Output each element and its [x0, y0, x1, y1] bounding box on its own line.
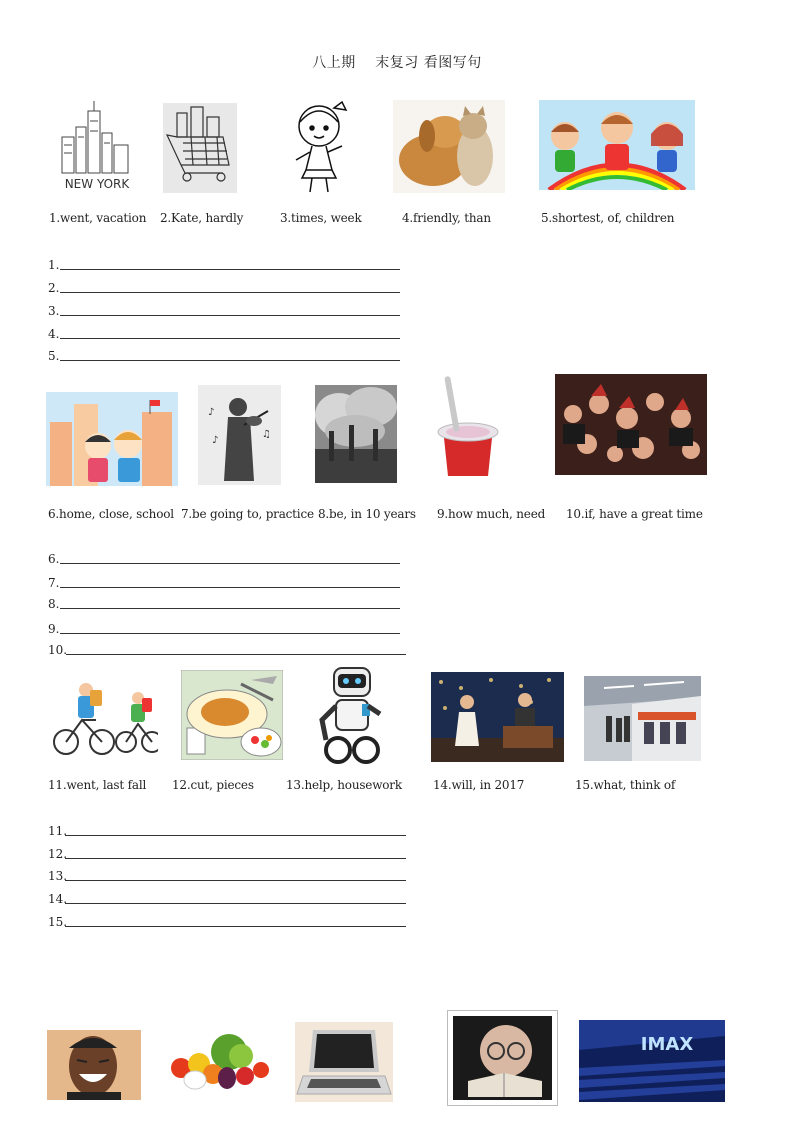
answer-line-2[interactable]: 2.: [48, 279, 400, 295]
talk-show-photo: [431, 672, 564, 762]
answer-line-14[interactable]: 14.: [48, 890, 406, 906]
smoke-factory-photo: [315, 385, 397, 483]
laptop-icon: [295, 1022, 393, 1102]
caption-6: 6.home, close, school: [48, 507, 174, 521]
caption-3: 3.times, week: [280, 211, 362, 225]
imax-theater-photo: [579, 1020, 725, 1102]
caption-10: 10.if, have a great time: [566, 507, 703, 521]
svg-text:♪: ♪: [208, 407, 215, 418]
caption-9: 9.how much, need: [437, 507, 546, 521]
yogurt-cup-icon: [432, 374, 504, 484]
girl-drawing-icon: [286, 98, 352, 196]
answer-line-12[interactable]: 12.: [48, 845, 406, 861]
caption-14: 14.will, in 2017: [433, 778, 525, 792]
robot-icon: [316, 664, 388, 766]
caption-1: 1.went, vacation: [49, 211, 147, 225]
answer-line-8[interactable]: 8.: [48, 595, 400, 611]
caption-2: 2.Kate, hardly: [160, 211, 244, 225]
svg-text:♫: ♫: [262, 429, 271, 440]
party-crowd-photo: [555, 374, 707, 475]
baby-reading-photo: [447, 1010, 558, 1106]
page-title: 八上期 末复习 看图写句: [312, 55, 482, 71]
shopping-cart-icon: [163, 103, 237, 193]
laughing-man-photo: [47, 1030, 141, 1100]
cut-chicken-icon: [181, 670, 283, 760]
violin-player-icon: [198, 385, 281, 485]
answer-line-5[interactable]: 5.: [48, 347, 400, 363]
dog-and-cat-photo: [393, 100, 505, 193]
caption-15: 15.what, think of: [575, 778, 676, 792]
vegetables-icon: [167, 1030, 270, 1092]
caption-5: 5.shortest, of, children: [541, 211, 675, 225]
kids-walking-icon: [46, 392, 178, 486]
caption-8: 8.be, in 10 years: [318, 507, 416, 521]
answer-line-11[interactable]: 11.: [48, 822, 406, 838]
caption-11: 11.went, last fall: [48, 778, 147, 792]
svg-text:NEW YORK: NEW YORK: [64, 177, 130, 191]
answer-line-15[interactable]: 15.: [48, 913, 406, 929]
svg-text:♪: ♪: [212, 435, 219, 446]
caption-7: 7.be going to, practice: [181, 507, 314, 521]
newyork-skyline-icon: [56, 97, 138, 193]
answer-line-4[interactable]: 4.: [48, 325, 400, 341]
answer-line-6[interactable]: 6.: [48, 550, 400, 566]
answer-line-3[interactable]: 3.: [48, 302, 400, 318]
subway-station-photo: [584, 676, 701, 761]
caption-4: 4.friendly, than: [402, 211, 491, 225]
answer-line-1[interactable]: 1.: [48, 256, 400, 272]
caption-13: 13.help, housework: [286, 778, 402, 792]
answer-line-10[interactable]: 10.: [48, 641, 406, 657]
caption-12: 12.cut, pieces: [172, 778, 254, 792]
cyclists-icon: [52, 676, 158, 758]
children-rainbow-icon: [539, 100, 695, 190]
svg-text:IMAX: IMAX: [640, 1034, 694, 1055]
answer-line-7[interactable]: 7.: [48, 574, 400, 590]
answer-line-13[interactable]: 13.: [48, 867, 406, 883]
answer-line-9[interactable]: 9.: [48, 620, 400, 636]
